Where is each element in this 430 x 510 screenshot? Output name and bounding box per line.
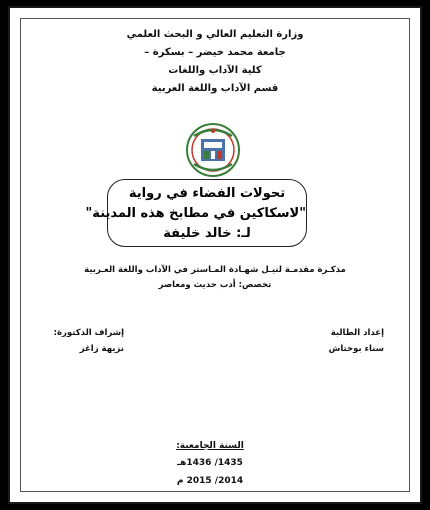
academic-year-gregorian: 2014/ 2015 م [176, 476, 244, 486]
department-name: قسم الآداب واللغة العربية [151, 83, 279, 94]
thesis-title-line-1: تحولات الفضاء في رواية [128, 186, 286, 201]
memo-specialization: تخصص: أدب حديث ومعاصر [158, 280, 272, 290]
memo-purpose: مذكـرة مقدمـة لنيـل شهـادة المـاستر في الآداب واللغة العـربية [84, 265, 346, 275]
ministry-name: وزارة التعليم العالي و البحث العلمي [126, 29, 304, 40]
thesis-title-author: لـ: خالد خليفة [163, 226, 251, 241]
supervisor-block [54, 325, 124, 357]
academic-year-label: السنة الجامعية: [176, 441, 244, 451]
academic-year-block [160, 438, 260, 490]
student-label: إعداد الطالبة [330, 328, 384, 338]
document-page [8, 6, 422, 504]
academic-year-hijri: 1435/ 1436هـ [177, 458, 243, 468]
memo-statement [70, 263, 360, 293]
student-block [274, 325, 384, 357]
university-name: جامعة محمد خيضر – بسكرة – [144, 47, 286, 58]
thesis-title-line-2: "لاسكاكين في مطابخ هذه المدينة" [85, 206, 306, 221]
thesis-title-box [85, 179, 307, 247]
supervisor-name: نزيهة زاغز [79, 344, 124, 354]
institution-header [50, 26, 380, 98]
supervisor-label: إشراف الدكتورة: [53, 328, 124, 338]
student-name: سناء بوختاش [328, 344, 384, 354]
faculty-name: كلية الآداب واللغات [168, 65, 262, 76]
university-seal-icon [184, 122, 242, 178]
